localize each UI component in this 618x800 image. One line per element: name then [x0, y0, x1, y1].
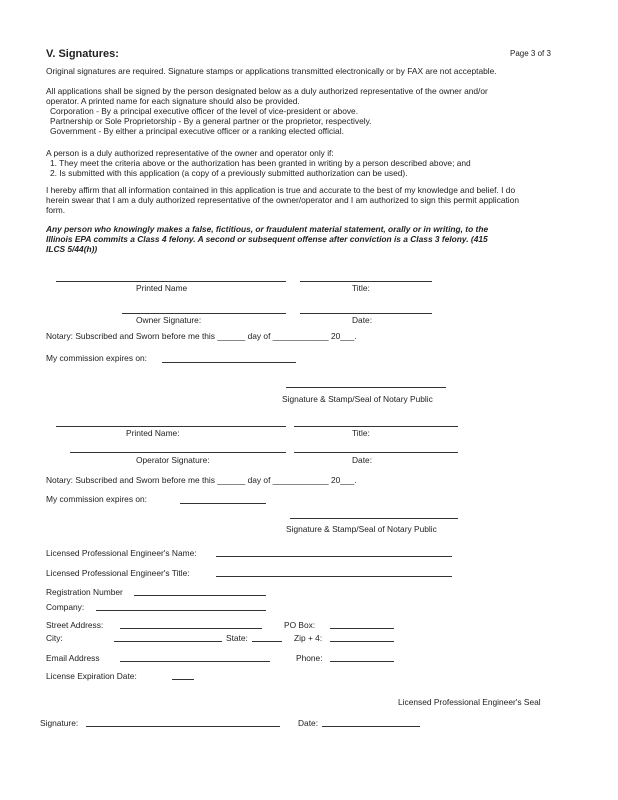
license-expiration-label: License Expiration Date: [46, 671, 137, 681]
affirmation-line2: herein swear that I am a duly authorized representative of the owner/operator and I am authorized to sign this permit application [46, 195, 519, 205]
intro-applications-line1: All applications shall be signed by the person designated below as a duly authorized representative of the owner and/or [46, 86, 488, 96]
page-number: Page 3 of 3 [510, 49, 551, 58]
operator-date-label: Date: [352, 455, 373, 465]
operator-printed-name-label: Printed Name: [126, 428, 180, 438]
operator-commission-field[interactable] [180, 503, 266, 504]
intro-criteria-1: 1. They meet the criteria above or the authorization has been granted in writing by a person described above; and [50, 158, 471, 168]
operator-notary-seal-field[interactable] [290, 518, 458, 519]
operator-printed-name-field[interactable] [56, 426, 286, 427]
state-field[interactable] [252, 641, 282, 642]
felony-warning-line1: Any person who knowingly makes a false, fictitious, or fraudulent material statement, orally or in writing, to the [46, 224, 489, 234]
street-address-label: Street Address: [46, 620, 104, 630]
intro-partnership: Partnership or Sole Proprietorship - By a general partner or the proprietor, respectively. [50, 116, 372, 126]
state-label: State: [226, 633, 248, 643]
engineer-date-field[interactable] [322, 726, 420, 727]
owner-signature-label: Owner Signature: [136, 315, 202, 325]
email-field[interactable] [120, 661, 270, 662]
engineer-seal-label: Licensed Professional Engineer's Seal [398, 697, 541, 707]
affirmation-line1: I hereby affirm that all information contained in this application is true and accurate to the best of my knowledge and belief. I do [46, 185, 516, 195]
city-label: City: [46, 633, 63, 643]
registration-number-field[interactable] [134, 595, 266, 596]
intro-authorized-rep: A person is a duly authorized representative of the owner and operator only if: [46, 148, 334, 158]
intro-applications-line2: operator. A printed name for each signature should also be provided. [46, 96, 300, 106]
email-label: Email Address [46, 653, 100, 663]
operator-signature-field[interactable] [70, 452, 286, 453]
operator-notary-seal-label: Signature & Stamp/Seal of Notary Public [286, 524, 437, 534]
company-field[interactable] [96, 610, 266, 611]
intro-original-signatures: Original signatures are required. Signature stamps or applications transmitted electronically or by FAX are not acceptable. [46, 66, 497, 76]
operator-title-label: Title: [352, 428, 370, 438]
engineer-signature-field[interactable] [86, 726, 280, 727]
owner-signature-field[interactable] [122, 313, 286, 314]
owner-date-label: Date: [352, 315, 373, 325]
owner-title-label: Title: [352, 283, 370, 293]
owner-printed-name-label: Printed Name [136, 283, 188, 293]
intro-corporation: Corporation - By a principal executive officer of the level of vice-president or above. [50, 106, 359, 116]
operator-signature-label: Operator Signature: [136, 455, 210, 465]
zip-label: Zip + 4: [294, 633, 323, 643]
felony-warning-line3: ILCS 5/44(h)) [46, 244, 98, 254]
operator-date-field[interactable] [294, 452, 458, 453]
zip-field[interactable] [330, 641, 394, 642]
company-label: Company: [46, 602, 85, 612]
engineer-name-label: Licensed Professional Engineer's Name: [46, 548, 197, 558]
phone-field[interactable] [330, 661, 394, 662]
owner-printed-name-field[interactable] [56, 281, 286, 282]
engineer-title-label: Licensed Professional Engineer's Title: [46, 568, 190, 578]
owner-commission-label: My commission expires on: [46, 353, 147, 363]
engineer-name-field[interactable] [216, 556, 452, 557]
operator-commission-label: My commission expires on: [46, 494, 147, 504]
owner-notary-seal-label: Signature & Stamp/Seal of Notary Public [282, 394, 433, 404]
phone-label: Phone: [296, 653, 323, 663]
owner-title-field[interactable] [300, 281, 432, 282]
intro-criteria-2: 2. Is submitted with this application (a copy of a previously submitted authorization can be used). [50, 168, 408, 178]
owner-notary-statement[interactable]: Notary: Subscribed and Sworn before me this ______ day of ____________ 20___. [46, 331, 357, 341]
engineer-date-label: Date: [298, 718, 319, 728]
engineer-signature-label: Signature: [40, 718, 79, 728]
felony-warning-line2: Illinois EPA commits a Class 4 felony. A second or subsequent offense after conviction is a Class 3 felony. (415 [46, 234, 488, 244]
license-expiration-field[interactable] [172, 679, 194, 680]
street-address-field[interactable] [120, 628, 262, 629]
owner-notary-seal-field[interactable] [286, 387, 446, 388]
operator-title-field[interactable] [294, 426, 458, 427]
registration-number-label: Registration Number [46, 587, 123, 597]
engineer-title-field[interactable] [216, 576, 452, 577]
po-box-field[interactable] [330, 628, 394, 629]
city-field[interactable] [114, 641, 222, 642]
owner-commission-field[interactable] [162, 362, 296, 363]
owner-date-field[interactable] [300, 313, 432, 314]
po-box-label: PO Box: [284, 620, 316, 630]
intro-government: Government - By either a principal executive officer or a ranking elected official. [50, 126, 344, 136]
operator-notary-statement[interactable]: Notary: Subscribed and Sworn before me this ______ day of ____________ 20___. [46, 475, 357, 485]
section-title: V. Signatures: [46, 48, 119, 60]
affirmation-line3: form. [46, 205, 66, 215]
